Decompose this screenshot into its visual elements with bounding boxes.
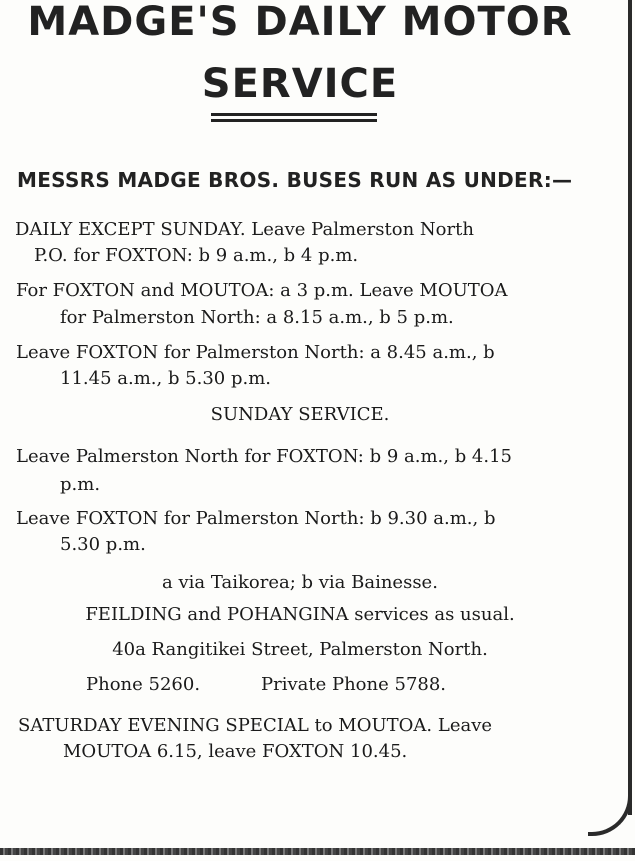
title-line-1: MADGE'S DAILY MOTOR: [27, 0, 573, 45]
foxton-line-1: Leave FOXTON for Palmerston North: a 8.45 a.m., b: [16, 342, 495, 363]
corner-rule: [588, 790, 632, 836]
private-phone: Private Phone 5788.: [261, 674, 447, 695]
moutoa-line-1: For FOXTON and MOUTOA: a 3 p.m. Leave MOUTOA: [16, 280, 508, 301]
phone: Phone 5260.: [86, 674, 201, 695]
daily-line-2: P.O. for FOXTON: b 9 a.m., b 4 p.m.: [34, 245, 359, 266]
sunday1-line-1: Leave Palmerston North for FOXTON: b 9 a.m., b 4.15: [16, 446, 513, 467]
sunday2-line-2: 5.30 p.m.: [60, 534, 146, 555]
foxton-line-2: 11.45 a.m., b 5.30 p.m.: [60, 368, 272, 389]
moutoa-line-2: for Palmerston North: a 8.15 a.m., b 5 p.m.: [60, 307, 454, 328]
daily-line-1: DAILY EXCEPT SUNDAY. Leave Palmerston North: [15, 219, 474, 240]
via-note: a via Taikorea; b via Bainesse.: [162, 572, 438, 593]
right-border-rule: [628, 0, 632, 815]
feilding-note: FEILDING and POHANGINA services as usual.: [85, 604, 515, 625]
sunday2-line-1: Leave FOXTON for Palmerston North: b 9.30 a.m., b: [16, 508, 496, 529]
section-heading: MESSRS MADGE BROS. BUSES RUN AS UNDER:—: [17, 168, 573, 192]
sunday1-line-2: p.m.: [60, 474, 101, 495]
title-underline-top: [211, 113, 377, 116]
saturday-line-1: SATURDAY EVENING SPECIAL to MOUTOA. Leave: [18, 715, 493, 736]
title-underline-bottom: [211, 119, 377, 122]
bottom-border-rule: [0, 848, 635, 855]
sunday-service-heading: SUNDAY SERVICE.: [210, 404, 390, 425]
title-line-2: SERVICE: [201, 61, 399, 107]
address: 40a Rangitikei Street, Palmerston North.: [112, 639, 488, 660]
saturday-line-2: MOUTOA 6.15, leave FOXTON 10.45.: [63, 741, 408, 762]
